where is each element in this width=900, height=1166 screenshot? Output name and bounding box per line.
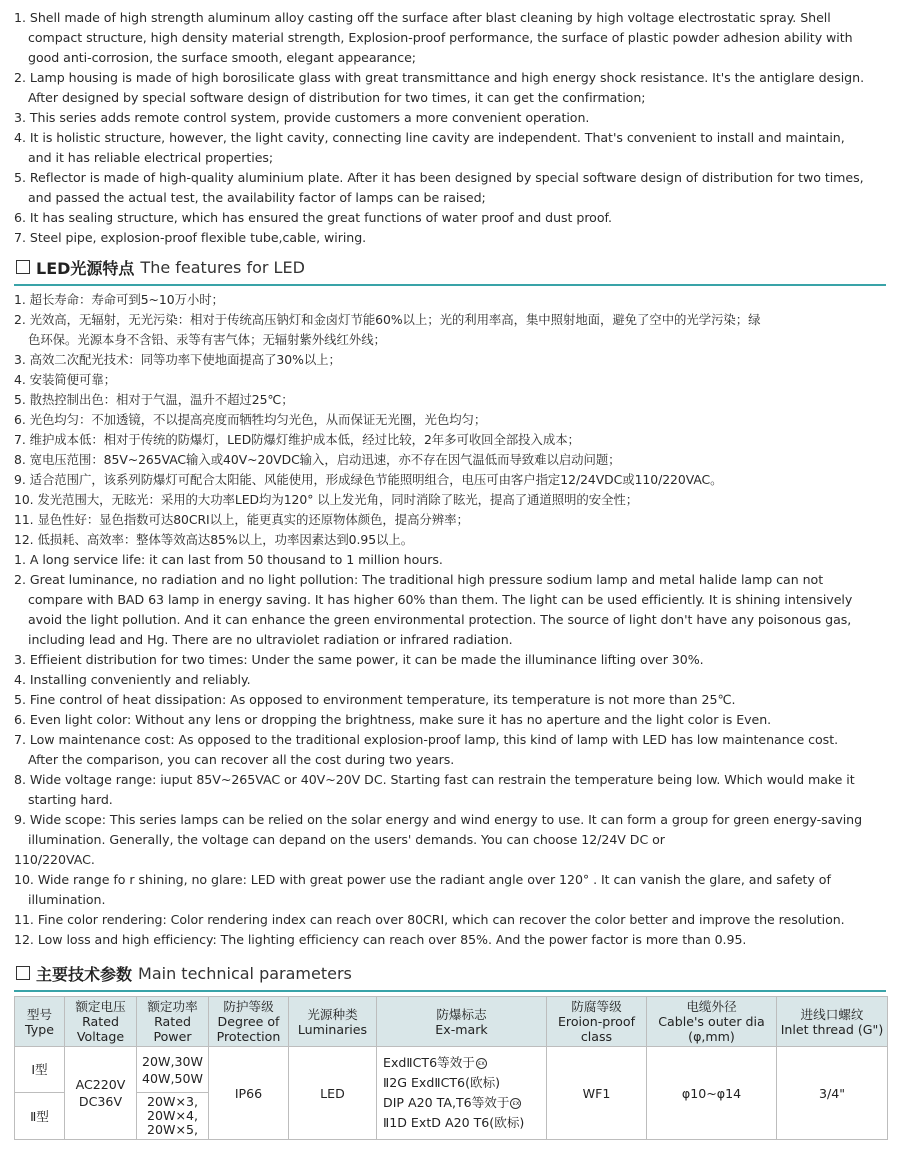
list-item-number: 3.: [14, 110, 26, 125]
list-item-continuation: and passed the actual test, the availability factor of lamps can be raised;: [28, 190, 486, 205]
list-item-text: Steel pipe, explosion-proof flexible tube,cable, wiring.: [29, 230, 367, 245]
list-item-text: 低损耗、高效率：整体等效高达85%以上，功率因素达到0.95以上。: [37, 532, 414, 547]
list-item: [14, 930, 886, 950]
list-item: [14, 450, 886, 470]
list-item-text: Installing conveniently and reliably.: [29, 672, 251, 687]
list-item-continuation: good anti-corrosion, the surface smooth, elegant appearance;: [28, 50, 417, 65]
list-item: [14, 390, 886, 410]
params-section-header: [14, 958, 886, 988]
exmark-line: Ⅱ1D ExtD A20 T6(欧标): [383, 1115, 525, 1130]
list-item-continuation: compact structure, high density material strength, Explosion-proof performance, the surface of plastic powder adhesion ability with: [28, 30, 853, 45]
list-item: [14, 108, 886, 128]
list-item: [14, 810, 886, 870]
led-section-title-en: The features for LED: [140, 257, 305, 277]
list-item-text: Wide range fo r shining, no glare: LED with great power use the radiant angle over 120° . It can vanish the glare, and safety of: [37, 872, 831, 887]
power-cell: [137, 1047, 209, 1093]
list-item-number: 9.: [14, 472, 26, 487]
table-row: [15, 1047, 888, 1093]
list-item-text: 光效高，无辐射，无光污染：相对于传统高压钠灯和金卤灯节能60%以上；光的利用率高，集中照射地面，避免了空中的光学污染；绿: [29, 312, 761, 327]
table-header-cell: [377, 997, 547, 1047]
cable-dia-cell: φ10~φ14: [647, 1047, 777, 1140]
list-item-number: 7.: [14, 230, 26, 245]
power-value: 20W×4,: [146, 1108, 199, 1123]
list-item: [14, 310, 886, 350]
exmark-line: ExdⅡCT6等效于 εx: [383, 1053, 544, 1073]
list-item-continuation: avoid the light pollution. And it can enhance the green environmental protection. The source of light don't have any poisonous gas,: [28, 612, 852, 627]
list-item-number: 1.: [14, 552, 26, 567]
list-item: [14, 128, 886, 168]
list-item-number: 3.: [14, 352, 26, 367]
list-item-text: 安装简便可靠；: [29, 372, 117, 387]
list-item-text: 维护成本低：相对于传统的防爆灯，LED防爆灯维护成本低，经过比较，2年多可收回全部投入成本；: [29, 432, 580, 447]
list-item: [14, 550, 886, 570]
exmark-line: DIP A20 TA,T6等效于 εx: [383, 1093, 544, 1113]
list-item-continuation: After designed by special software design of distribution for two times, it can get the confirmation;: [28, 90, 646, 105]
list-item: [14, 570, 886, 650]
list-item-number: 12.: [14, 932, 34, 947]
header-zh: 额定功率: [147, 999, 198, 1014]
list-item-text: This series adds remote control system, provide customers a more convenient operation.: [29, 110, 590, 125]
protection-cell: IP66: [209, 1047, 289, 1140]
list-item-text: 宽电压范围：85V~265VAC输入或40V~20VDC输入，启动迅速，亦不存在因气温低而导致难以启动问题；: [29, 452, 621, 467]
list-item-number: 2.: [14, 572, 26, 587]
voltage-value: DC36V: [78, 1094, 123, 1109]
header-en: Rated Voltage: [76, 1014, 125, 1044]
header-zh: 防爆标志: [436, 1006, 487, 1022]
thread-cell: 3/4": [777, 1047, 888, 1140]
list-item-continuation: and it has reliable electrical properties;: [28, 150, 274, 165]
list-item: [14, 710, 886, 730]
list-item-text: Fine color rendering: Color rendering index can reach over 80CRI, which can recover the color better and improve the resolution.: [37, 912, 845, 927]
header-en: Degree of Protection: [216, 1014, 281, 1044]
header-en: Cable's outer dia (φ,mm): [658, 1014, 765, 1044]
table-header-cell: [647, 997, 777, 1047]
list-item: [14, 470, 886, 490]
header-zh: 光源种类: [307, 1006, 358, 1022]
list-item-text: Fine control of heat dissipation: As opposed to environment temperature, its temperature is not more than 25℃.: [29, 692, 736, 707]
power-value: 40W,50W: [142, 1070, 203, 1086]
intro-features-list: [14, 8, 886, 248]
list-item-text: Great luminance, no radiation and no light pollution: The traditional high pressure sodium lamp and metal halide lamp can not: [29, 572, 824, 587]
list-item: [14, 430, 886, 450]
header-en: Ex-mark: [435, 1021, 488, 1037]
power-value: 20W×5,: [146, 1122, 199, 1137]
ex-symbol-icon: εx: [510, 1098, 521, 1109]
list-item-text: It has sealing structure, which has ensured the great functions of water proof and dust proof.: [29, 210, 612, 225]
list-item: [14, 870, 886, 910]
list-item: [14, 770, 886, 810]
params-section-title-en: Main technical parameters: [138, 963, 352, 983]
table-header-row: [15, 997, 888, 1047]
header-zh: 电缆外径: [686, 999, 737, 1014]
voltage-cell: [65, 1047, 137, 1140]
header-zh: 型号: [26, 1006, 53, 1022]
params-section-title-zh: 主要技术参数: [36, 964, 133, 984]
list-item-number: 7.: [14, 732, 26, 747]
list-item: [14, 670, 886, 690]
header-en: Rated Power: [153, 1014, 192, 1044]
power-value: 20W,30W: [142, 1053, 203, 1069]
list-item: [14, 290, 886, 310]
list-item: [14, 228, 886, 248]
ex-symbol-icon: εx: [476, 1058, 487, 1069]
exmark-line: Ⅱ2G ExdⅡCT6(欧标): [383, 1075, 501, 1090]
list-item-number: 10.: [14, 492, 34, 507]
list-item: [14, 490, 886, 510]
list-item-number: 10.: [14, 872, 34, 887]
list-item-number: 8.: [14, 452, 26, 467]
header-zh: 额定电压: [75, 999, 126, 1014]
list-item: [14, 350, 886, 370]
list-item-continuation: illumination. Generally, the voltage can depand on the users' demands. You can choose 12/24V DC or: [28, 832, 665, 847]
list-item-number: 6.: [14, 412, 26, 427]
list-item-text: 适合范围广，该系列防爆灯可配合太阳能、风能使用，形成绿色节能照明组合，电压可由客户指定12/24VDC或110/220VAC。: [29, 472, 723, 487]
list-item-continuation: including lead and Hg. There are no ultraviolet radiation or infrared radiation.: [28, 632, 513, 647]
list-item-text: Lamp housing is made of high borosilicate glass with great transmittance and high energy shock resistance. It's the antiglare design.: [29, 70, 865, 85]
header-zh: 防护等级: [223, 999, 274, 1014]
voltage-value: AC220V: [75, 1077, 126, 1092]
table-header-cell: [137, 997, 209, 1047]
list-item-text: A long service life: it can last from 50 thousand to 1 million hours.: [29, 552, 443, 567]
list-item-text: 光色均匀：不加透镜，不以提高亮度而牺牲均匀光色，从而保证无光圈，光色均匀；: [29, 412, 487, 427]
list-item: [14, 208, 886, 228]
technical-parameters-table: [14, 996, 888, 1140]
header-en: Eroion-proof class: [557, 1014, 636, 1044]
list-item: [14, 910, 886, 930]
section-divider: [14, 284, 886, 286]
list-item-continuation: 色环保。光源本身不含铅、汞等有害气体；无辐射紫外线红外线；: [28, 332, 386, 347]
list-item-continuation: starting hard.: [28, 792, 113, 807]
list-item: [14, 530, 886, 550]
list-item-number: 12.: [14, 532, 34, 547]
corrosion-cell: WF1: [547, 1047, 647, 1140]
exmark-cell: [377, 1047, 547, 1140]
list-item-number: 4.: [14, 372, 26, 387]
list-item-text: 散热控制出色：相对于气温，温升不超过25℃；: [29, 392, 294, 407]
list-item: [14, 410, 886, 430]
list-item-text: Effieient distribution for two times: Under the same power, it can be made the illuminance lifting over 30%.: [29, 652, 704, 667]
list-item-text: 高效二次配光技术：同等功率下使地面提高了30%以上；: [29, 352, 341, 367]
list-item-number: 11.: [14, 512, 34, 527]
led-features-en-list: [14, 550, 886, 950]
list-item-text: Wide scope: This series lamps can be relied on the solar energy and wind energy to use. It can form a group for green energy-saving: [29, 812, 863, 827]
list-item-number: 3.: [14, 652, 26, 667]
list-item-text: 显色性好：显色指数可达80CRI以上，能更真实的还原物体颜色，提高分辨率；: [37, 512, 469, 527]
led-features-cn-list: [14, 290, 886, 550]
led-section-title-zh: LED光源特点: [36, 258, 135, 278]
list-item-number: 1.: [14, 10, 26, 25]
list-item-continuation: illumination.: [28, 892, 106, 907]
checkbox-square-icon: [16, 260, 30, 274]
list-item-continuation: compare with BAD 63 lamp in energy saving. It has higher 60% than them. The light can be used efficiently. It is shining intensively: [28, 592, 853, 607]
table-header-cell: [15, 997, 65, 1047]
list-item-text: Low maintenance cost: As opposed to the traditional explosion-proof lamp, this kind of lamp with LED has low maintenance cost.: [29, 732, 839, 747]
list-item-text: Low loss and high efficiency: The lighting efficiency can reach over 85%. And the power factor is more than 0.95.: [37, 932, 747, 947]
list-item-text: Shell made of high strength aluminum alloy casting off the surface after blast cleaning by high voltage electrostatic spray. Shell: [29, 10, 831, 25]
list-item-number: 9.: [14, 812, 26, 827]
led-section-header: [14, 252, 886, 282]
table-header-cell: [547, 997, 647, 1047]
list-item: [14, 730, 886, 770]
list-item-number: 4.: [14, 130, 26, 145]
header-zh: 防腐等级: [571, 999, 622, 1014]
list-item-text: 发光范围大，无眩光：采用的大功率LED均为120° 以上发光角，同时消除了眩光，提高了通道照明的安全性；: [37, 492, 639, 507]
power-value: 20W×3,: [146, 1094, 199, 1109]
list-item-number: 11.: [14, 912, 34, 927]
power-cell: [137, 1093, 209, 1140]
list-item-text: Even light color: Without any lens or dropping the brightness, make sure it has no aperture and the light color is Even.: [29, 712, 772, 727]
list-item-number: 5.: [14, 692, 26, 707]
list-item-text: 超长寿命：寿命可到5~10万小时；: [29, 292, 224, 307]
header-en: Type: [25, 1021, 54, 1037]
checkbox-square-icon: [16, 966, 30, 980]
list-item-number: 5.: [14, 392, 26, 407]
list-item: [14, 8, 886, 68]
list-item-number: 4.: [14, 672, 26, 687]
header-zh: 进线口螺纹: [800, 1006, 864, 1022]
header-en: Inlet thread (G"): [780, 1021, 884, 1037]
table-header-cell: [65, 997, 137, 1047]
list-item: [14, 690, 886, 710]
list-item-number: 7.: [14, 432, 26, 447]
table-header-cell: [209, 997, 289, 1047]
list-item: [14, 650, 886, 670]
list-item-number: 6.: [14, 712, 26, 727]
list-item-number: 1.: [14, 292, 26, 307]
list-item: [14, 68, 886, 108]
luminaries-cell: LED: [289, 1047, 377, 1140]
list-item-text: Wide voltage range: iuput 85V~265VAC or 40V~20V DC. Starting fast can restrain the temperature being low. Which would make it: [29, 772, 855, 787]
list-item-number: 5.: [14, 170, 26, 185]
list-item: [14, 168, 886, 208]
type-cell: Ⅰ型: [15, 1047, 65, 1093]
list-item-number: 2.: [14, 70, 26, 85]
list-item: [14, 370, 886, 390]
list-item: [14, 510, 886, 530]
table-header-cell: [777, 997, 888, 1047]
list-item-number: 8.: [14, 772, 26, 787]
list-item-text: It is holistic structure, however, the light cavity, connecting line cavity are independent. That's convenient to install and maintain,: [29, 130, 845, 145]
list-item-number: 2.: [14, 312, 26, 327]
type-cell: Ⅱ型: [15, 1093, 65, 1140]
header-en: Luminaries: [297, 1021, 368, 1037]
section-divider: [14, 990, 886, 992]
table-header-cell: [289, 997, 377, 1047]
list-item-text: Reflector is made of high-quality aluminium plate. After it has been designed by special software design of distribution for two times,: [29, 170, 864, 185]
list-item-continuation: 110/220VAC.: [14, 852, 95, 867]
list-item-continuation: After the comparison, you can recover all the cost during two years.: [28, 752, 455, 767]
list-item-number: 6.: [14, 210, 26, 225]
